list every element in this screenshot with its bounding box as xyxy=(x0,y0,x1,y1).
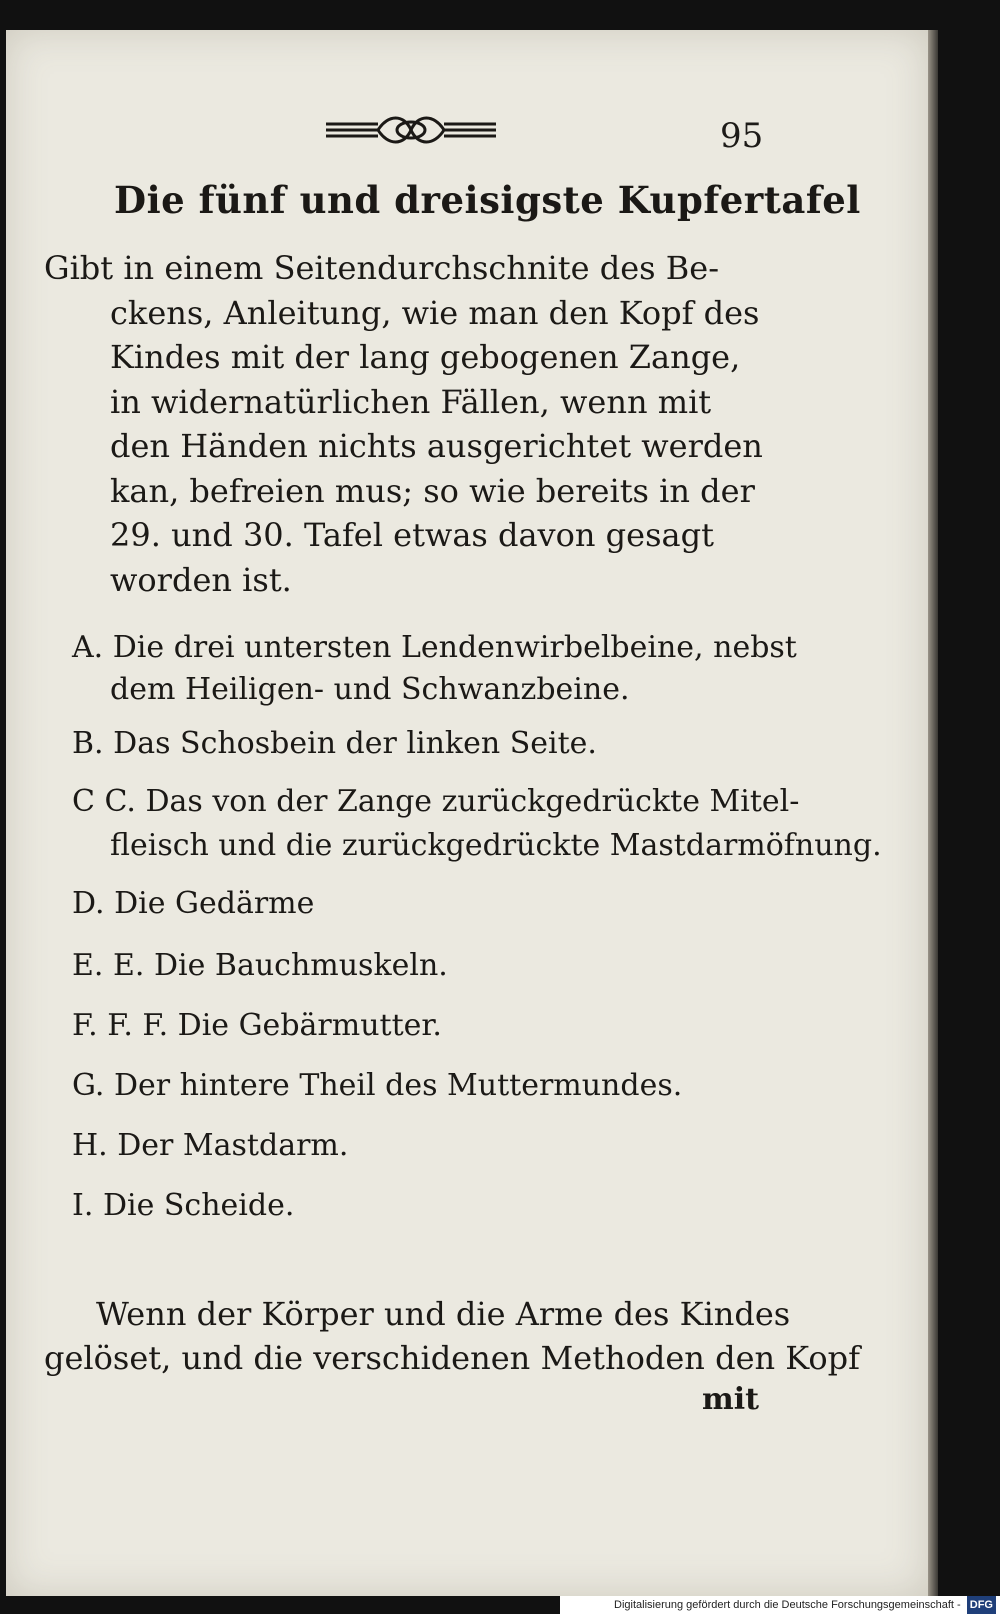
legend-item xyxy=(72,1008,442,1043)
legend-key: H. xyxy=(72,1128,108,1163)
page-number: 95 xyxy=(720,116,764,156)
legend-item xyxy=(72,630,797,665)
legend-key: B. xyxy=(72,726,104,761)
legend-item xyxy=(72,948,448,983)
legend-key: A. xyxy=(72,630,104,665)
legend-continuation: dem Heiligen- und Schwanzbeine. xyxy=(110,672,630,707)
legend-item xyxy=(72,784,799,819)
legend-text: Die Gebärmutter. xyxy=(177,1008,442,1043)
dfg-logo: DFG xyxy=(967,1596,996,1614)
legend-item xyxy=(72,726,597,761)
intro-line: worden ist. xyxy=(110,560,292,599)
legend-text: Der Mastdarm. xyxy=(117,1128,349,1163)
intro-line: kan, befreien mus; so wie bereits in der xyxy=(110,471,755,510)
digitization-credit xyxy=(560,1596,1000,1614)
legend-text: Der hintere Theil des Muttermundes. xyxy=(113,1068,683,1103)
intro-line: Kindes mit der lang gebogenen Zange, xyxy=(110,338,741,376)
intro-line: in widernatürlichen Fällen, wenn mit xyxy=(110,382,712,421)
legend-key: C C. xyxy=(72,784,136,819)
legend-text: Die Scheide. xyxy=(102,1188,295,1223)
legend-item xyxy=(72,1068,682,1103)
catchword: mit xyxy=(702,1382,759,1417)
legend-text: Die drei untersten Lendenwirbelbeine, nebst xyxy=(112,630,797,665)
legend-item xyxy=(72,1188,294,1223)
page-edge xyxy=(928,30,938,1596)
legend-item xyxy=(72,1128,348,1163)
closing-line: Wenn der Körper und die Arme des Kindes xyxy=(96,1295,791,1333)
page-title: Die fünf und dreisigste Kupfertafel xyxy=(114,178,861,222)
intro-line: Gibt in einem Seitendurchschnite des Be- xyxy=(44,249,720,287)
legend-item xyxy=(72,886,314,921)
legend-continuation: fleisch und die zurückgedrückte Mastdarmöfnung. xyxy=(110,828,882,863)
intro-line: den Händen nichts ausgerichtet werden xyxy=(110,427,763,465)
legend-key: I. xyxy=(72,1188,94,1223)
legend-key: F. F. F. xyxy=(72,1008,169,1043)
intro-line: ckens, Anleitung, wie man den Kopf des xyxy=(110,293,760,332)
legend-key: D. xyxy=(72,886,105,921)
legend-text: Das Schosbein der linken Seite. xyxy=(113,726,597,761)
intro-paragraph xyxy=(44,246,763,602)
legend-text: Die Gedärme xyxy=(114,886,315,921)
legend-text: Das von der Zange zurückgedrückte Mitel- xyxy=(145,784,800,819)
intro-line: 29. und 30. Tafel etwas davon gesagt xyxy=(110,516,714,554)
printer-ornament xyxy=(326,110,496,150)
closing-line: gelöset, und die verschidenen Methoden den Kopf xyxy=(44,1339,860,1377)
legend-text: Die Bauchmuskeln. xyxy=(153,948,448,983)
legend-key: E. E. xyxy=(72,948,145,983)
legend-key: G. xyxy=(72,1068,105,1103)
closing-paragraph xyxy=(44,1292,860,1380)
credit-text: Digitalisierung gefördert durch die Deutsche Forschungsgemeinschaft - xyxy=(614,1599,961,1611)
